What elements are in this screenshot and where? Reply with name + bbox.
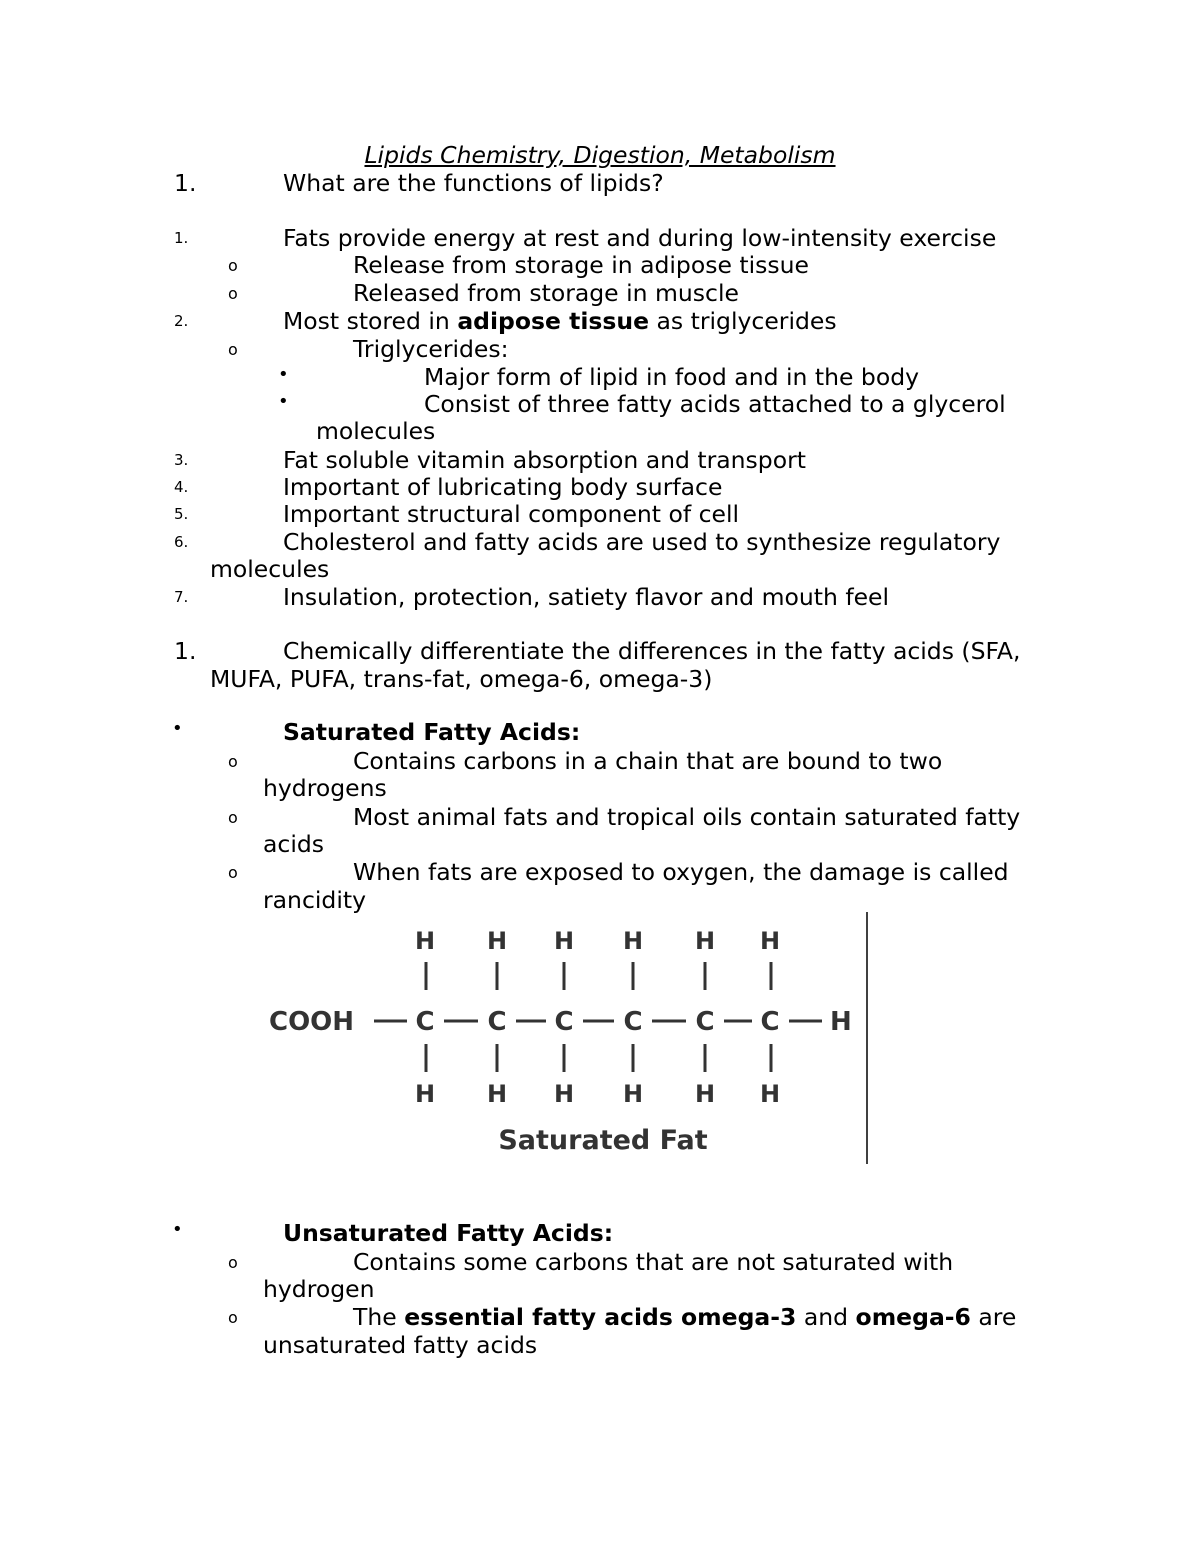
hydrogen-atom: H — [486, 1080, 508, 1108]
text-run: are — [970, 1303, 1017, 1331]
circle-bullet: o — [228, 808, 238, 827]
bullet: • — [172, 718, 183, 739]
diagram-caption: Saturated Fat — [498, 1125, 708, 1156]
bullet: • — [278, 364, 289, 385]
text-run: as triglycerides — [649, 307, 837, 335]
list-item: Important of lubricating body surface — [283, 473, 723, 501]
sub-item-continued: hydrogen — [263, 1275, 375, 1303]
text-run: Most stored in — [283, 307, 458, 335]
sub-sub-item: Consist of three fatty acids attached to a glycerol — [424, 390, 1006, 418]
section-heading: Unsaturated Fatty Acids: — [283, 1219, 614, 1247]
saturated-fat-structure-diagram — [262, 912, 872, 1167]
sub-item: Triglycerides: — [353, 335, 509, 363]
sub-item: When fats are exposed to oxygen, the damage is called — [353, 858, 1009, 886]
hydrogen-atom: H — [486, 927, 508, 955]
circle-bullet: o — [228, 1253, 238, 1272]
list-item: Fats provide energy at rest and during low-intensity exercise — [283, 224, 997, 252]
sub-item: Released from storage in muscle — [353, 279, 739, 307]
hydrogen-atom: H — [759, 927, 781, 955]
carbon-atom: C — [760, 1007, 780, 1037]
carbon-atom: C — [623, 1007, 643, 1037]
sub-item-continued: rancidity — [263, 886, 366, 914]
list-number: 1. — [174, 229, 189, 247]
bullet: • — [172, 1219, 183, 1240]
circle-bullet: o — [228, 284, 238, 303]
carbon-atom: C — [695, 1007, 715, 1037]
question-text: Chemically differentiate the differences in the fatty acids (SFA, — [283, 637, 1021, 665]
carbon-6 — [760, 927, 780, 1108]
sub-item: Release from storage in adipose tissue — [353, 251, 809, 279]
list-item — [283, 307, 837, 335]
text-run: The — [353, 1303, 405, 1331]
sub-item: Most animal fats and tropical oils contain saturated fatty — [353, 803, 1021, 831]
terminal-hydrogen-atom: H — [830, 1007, 852, 1037]
carbon-1 — [415, 927, 435, 1108]
hydrogen-atom: H — [553, 1080, 575, 1108]
hydrogen-atom: H — [622, 927, 644, 955]
circle-bullet: o — [228, 340, 238, 359]
question-text-continued: MUFA, PUFA, trans-fat, omega-6, omega-3) — [210, 665, 713, 693]
sub-item: Contains carbons in a chain that are bound to two — [353, 747, 943, 775]
hydrogen-atom: H — [694, 1080, 716, 1108]
circle-bullet: o — [228, 752, 238, 771]
list-item: Important structural component of cell — [283, 500, 740, 528]
list-number: 1. — [174, 169, 197, 197]
carbon-3 — [554, 927, 574, 1108]
list-number: 4. — [174, 478, 189, 496]
sub-item: Contains some carbons that are not saturated with — [353, 1248, 954, 1276]
sub-item-continued: hydrogens — [263, 774, 387, 802]
list-item-continued: molecules — [210, 555, 330, 583]
circle-bullet: o — [228, 1308, 238, 1327]
bold-term: omega-6 — [855, 1303, 971, 1331]
list-number: 7. — [174, 588, 189, 606]
carbon-atom: C — [554, 1007, 574, 1037]
hydrogen-atom: H — [414, 927, 436, 955]
question-text: What are the functions of lipids? — [283, 169, 664, 197]
carbon-4 — [623, 927, 643, 1108]
bold-term: adipose tissue — [457, 307, 650, 335]
list-number: 5. — [174, 505, 189, 523]
section-heading: Saturated Fatty Acids: — [283, 718, 581, 746]
hydrogen-atom: H — [553, 927, 575, 955]
page-title: Lipids Chemistry, Digestion, Metabolism — [364, 141, 836, 169]
list-number: 3. — [174, 451, 189, 469]
list-item: Insulation, protection, satiety flavor and mouth feel — [283, 583, 890, 611]
carbon-atom: C — [487, 1007, 507, 1037]
hydrogen-atom: H — [414, 1080, 436, 1108]
sub-item-continued: acids — [263, 830, 325, 858]
list-number: 2. — [174, 312, 189, 330]
list-item: Cholesterol and fatty acids are used to synthesize regulatory — [283, 528, 1001, 556]
sub-sub-item-continued: molecules — [316, 417, 436, 445]
hydrogen-atom: H — [759, 1080, 781, 1108]
sub-item — [353, 1303, 1017, 1331]
circle-bullet: o — [228, 863, 238, 882]
list-number: 6. — [174, 533, 189, 551]
text-run: and — [796, 1303, 856, 1331]
carbon-2 — [487, 927, 507, 1108]
carbon-5 — [695, 927, 715, 1108]
cooh-label: COOH — [269, 1007, 355, 1037]
list-item: Fat soluble vitamin absorption and transport — [283, 446, 806, 474]
circle-bullet: o — [228, 256, 238, 275]
bold-term: essential fatty acids omega-3 — [404, 1303, 797, 1331]
sub-sub-item: Major form of lipid in food and in the body — [424, 363, 920, 391]
carbon-atom: C — [415, 1007, 435, 1037]
list-number: 1. — [174, 637, 197, 665]
hydrogen-atom: H — [694, 927, 716, 955]
bullet: • — [278, 391, 289, 412]
hydrogen-atom: H — [622, 1080, 644, 1108]
sub-item-continued: unsaturated fatty acids — [263, 1331, 538, 1359]
